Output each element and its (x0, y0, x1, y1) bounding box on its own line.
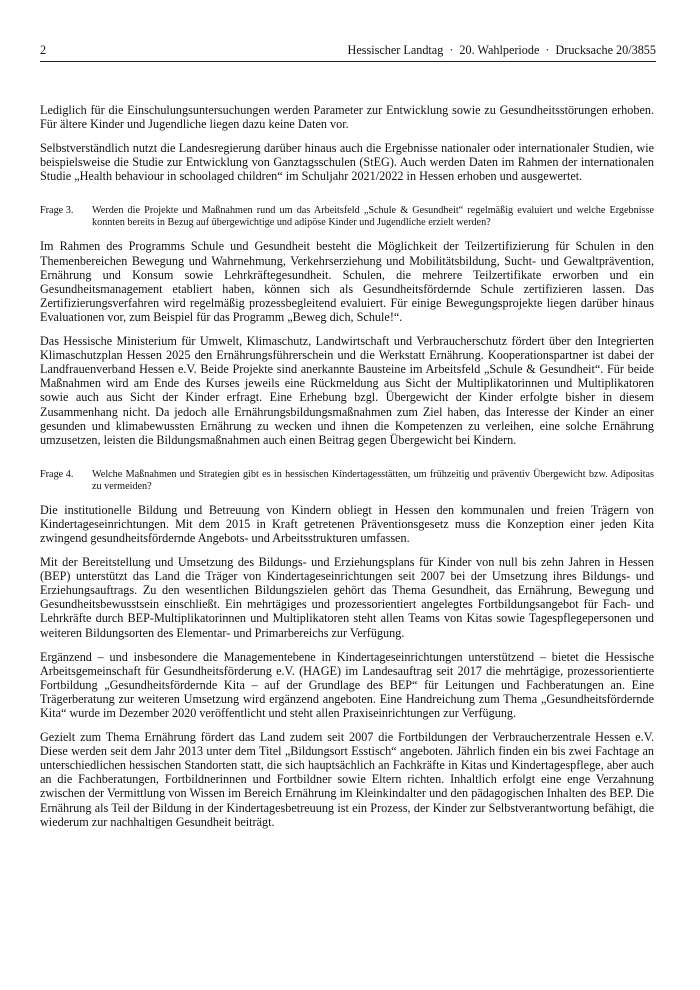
answer-paragraph: Die institutionelle Bildung und Betreuung von Kindern obliegt in Hessen den kommunalen und freien Trägern von Kindertageseinrichtungen. Mit dem 2015 in Kraft getretenen Präventionsgesetz muss die Konzeption einer jeden Kita zwingend gesundheitsfördernde Angebots- und Arbeitsstrukturen umfassen. (40, 502, 654, 545)
header-separator: · (545, 43, 550, 57)
page-header (40, 42, 656, 62)
body-paragraph: Selbstverständlich nutzt die Landesregierung darüber hinaus auch die Ergebnisse nationaler oder internationaler Studien, wie beispielsweise die Studie zur Entwicklung von Ganztagsschulen (StEG). Auch werden Daten im Rahmen der internationalen Studie „Health behaviour in schoolaged children“ im Schuljahr 2021/2022 in Hessen erhoben und ausgewertet. (40, 141, 654, 184)
answer-paragraph: Gezielt zum Thema Ernährung fördert das Land zudem seit 2007 die Fortbildungen der Verbraucherzentrale Hessen e.V. Diese werden seit dem Jahr 2013 unter dem Titel „Bildungsort Esstisch“ angeboten. Jährlich finden ein bis zwei Fachtage an unterschiedlichen hessischen Standorten statt, die sich hauptsächlich an Fachkräfte in Kitas und Kindertagespflege, aber auch an die Fachberatungen, Fortbildnerinnen und Fortbildner sowie Eltern richten. Inhaltlich erfolgt eine enge Verzahnung zwischen der Vermittlung von Wissen im Bereich Ernährung im Kleinkindalter und den pädagogischen Inhalten des BEP. Die Ernährung als Teil der Bildung in der Kindertagesbetreuung ist ein Prozess, der Kinder zur Selbstverantwortung befähigt, die wiederum zur nachhaltigen Gesundheit beiträgt. (40, 730, 654, 829)
header-period: 20. Wahlperiode (459, 43, 540, 57)
header-publisher: Hessischer Landtag (347, 43, 444, 57)
answer-paragraph: Das Hessische Ministerium für Umwelt, Klimaschutz, Landwirtschaft und Verbraucherschutz fördert über den Integrierten Klimaschutzplan Hessen 2025 den Ernährungsführerschein und die Werkstatt Ernährung. Kooperationspartner ist dabei der Landfrauenverband Hessen e.V. Beide Projekte sind anerkannte Bausteine im Arbeitsfeld „Schule & Gesundheit“. Für beide Maßnahmen wird am Ende des Kurses jeweils eine Rückmeldung aus Sicht der Multiplikatorinnen und Multiplikatoren sowie auch aus Sicht der Kinder erfragt. Eine Erhebung bzgl. Übergewicht der Kinder erfolgte bisher in diesem Zusammenhang nicht. Da jedoch alle Ernährungsbildungsmaßnahmen zum Ziel haben, das Interesse der Kinder an einer gesunden und klimabewussten Ernährung zu wecken und ihnen die Kompetenzen zu verleihen, eine solche Ernährung umzusetzen, leisten die Bildungsmaßnahmen auch einen Beitrag gegen Übergewicht bei Kindern. (40, 334, 654, 447)
question-3 (40, 205, 654, 229)
question-text: Werden die Projekte und Maßnahmen rund um das Arbeitsfeld „Schule & Gesundheit“ regelmäßig evaluiert und welche Ergebnisse konnten bereits in Bezug auf übergewichtige und adipöse Kinder und Jugendliche erzielt werden? (92, 205, 654, 229)
page-number: 2 (40, 43, 47, 57)
answer-paragraph: Mit der Bereitstellung und Umsetzung des Bildungs- und Erziehungsplans für Kinder von null bis zehn Jahren in Hessen (BEP) unterstützt das Land die Träger von Kindertageseinrichtungen seit 2007 bei der Umsetzung ihres Bildungs- und Erziehungsauftrags. Zu den wesentlichen Bildungszielen gehört das Thema Gesundheit, das Ernährung, Bewegung und Gesundheitsbewusstsein einschließt. Ein mehrtägiges und prozessorientiert angelegtes Fortbildungsangebot für Fach- und Lehrkräfte durch BEP-Multiplikatorinnen und Multiplikatoren steht allen Teams von Kitas sowie Tagespflegepersonen und weiteren Bildungsorten des Elementar- und Primarbereichs zur Verfügung. (40, 555, 654, 640)
header-separator: · (449, 43, 454, 57)
document-body (40, 103, 654, 839)
header-document: Drucksache 20/3855 (555, 43, 656, 57)
question-label: Frage 3. (40, 205, 74, 217)
question-label: Frage 4. (40, 468, 74, 480)
answer-paragraph: Ergänzend – und insbesondere die Managementebene in Kindertageseinrichtungen unterstützend – bietet die Hessische Arbeitsgemeinschaft für Gesundheitsförderung e.V. (HAGE) im Landesauftrag seit 2017 die mehrtägige, prozessorientierte Fortbildung „Gesundheitsfördernde Kita – auf der Grundlage des BEP“ für Leitungen und Fachberatungen an. Eine Trägerberatung zur weiteren Umsetzung wird ergänzend angeboten. Eine Handreichung zum Thema „Gesundheitsfördernde Kita“ wurde im Dezember 2020 veröffentlicht und steht allen Praxiseinrichtungen zur Verfügung. (40, 649, 654, 720)
body-paragraph: Lediglich für die Einschulungsuntersuchungen werden Parameter zur Entwicklung sowie zu Gesundheitsstörungen erhoben. Für ältere Kinder und Jugendliche liegen dazu keine Daten vor. (40, 103, 654, 132)
answer-paragraph: Im Rahmen des Programms Schule und Gesundheit besteht die Möglichkeit der Teilzertifizierung für Schulen in den Themenbereichen Bewegung und Wahrnehmung, Verkehrserziehung und Mobilitätsbildung, Sucht- und Gewaltprävention, Ernährung und Konsum sowie Lehrkräftegesundheit. Schulen, die mehrere Teilzertifikate erworben und ein Gesundheitsmanagement etabliert haben, können sich als Gesundheitsfördernde Schule zertifizieren lassen. Das Zertifizierungsverfahren wird regelmäßig prozessbegleitend evaluiert. Für einige Bewegungsprojekte liegen darüber hinaus Evaluationen vor, zum Beispiel für das Programm „Beweg dich, Schule!“. (40, 239, 654, 324)
question-4 (40, 469, 654, 493)
header-info (348, 42, 656, 59)
question-text: Welche Maßnahmen und Strategien gibt es in hessischen Kindertagesstätten, um frühzeitig und präventiv Übergewicht bzw. Adipositas zu vermeiden? (92, 468, 654, 492)
